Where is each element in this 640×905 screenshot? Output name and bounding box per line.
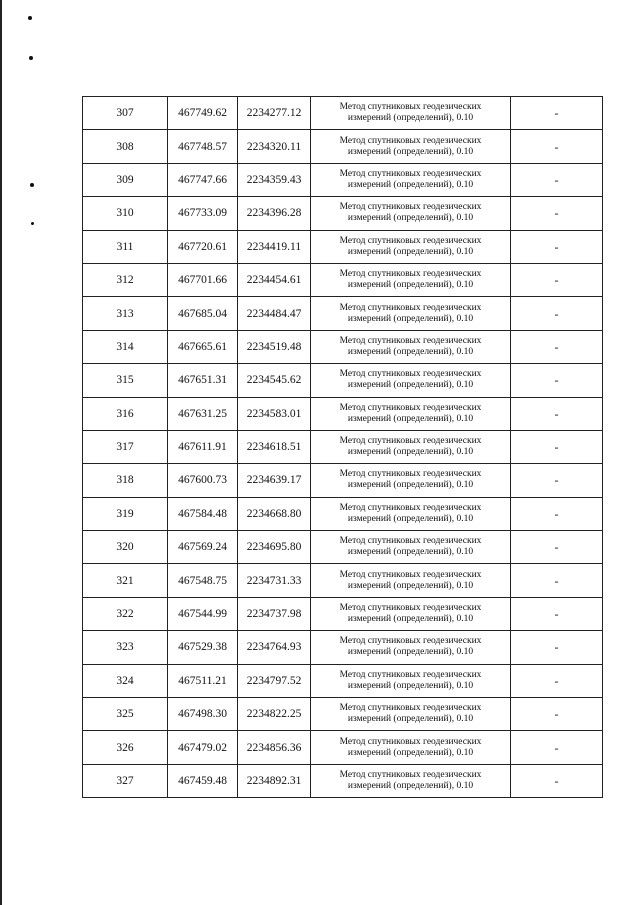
description-cell: - bbox=[511, 531, 603, 564]
y-coordinate-cell: 2234419.11 bbox=[238, 230, 311, 263]
y-coordinate-cell: 2234668.80 bbox=[238, 497, 311, 530]
method-cell bbox=[311, 97, 511, 130]
description-cell: - bbox=[511, 297, 603, 330]
point-number-cell: 317 bbox=[83, 430, 168, 463]
y-coordinate-cell: 2234892.31 bbox=[238, 764, 311, 797]
scan-mark bbox=[28, 16, 32, 20]
point-number-cell: 325 bbox=[83, 698, 168, 731]
x-coordinate-cell: 467544.99 bbox=[168, 597, 238, 630]
method-line-1: Метод спутниковых геодезических bbox=[339, 202, 482, 213]
method-cell bbox=[311, 263, 511, 296]
table-row bbox=[83, 297, 603, 330]
method-line-2: измерений (определений), 0.10 bbox=[347, 680, 474, 691]
method-line-2: измерений (определений), 0.10 bbox=[347, 413, 474, 424]
y-coordinate-cell: 2234454.61 bbox=[238, 263, 311, 296]
method-cell bbox=[311, 764, 511, 797]
x-coordinate-cell: 467611.91 bbox=[168, 430, 238, 463]
description-cell: - bbox=[511, 597, 603, 630]
table-row bbox=[83, 564, 603, 597]
description-cell: - bbox=[511, 97, 603, 130]
description-cell: - bbox=[511, 564, 603, 597]
x-coordinate-cell: 467479.02 bbox=[168, 731, 238, 764]
y-coordinate-cell: 2234797.52 bbox=[238, 664, 311, 697]
method-line-2: измерений (определений), 0.10 bbox=[347, 380, 474, 391]
description-cell: - bbox=[511, 631, 603, 664]
x-coordinate-cell: 467747.66 bbox=[168, 163, 238, 196]
y-coordinate-cell: 2234764.93 bbox=[238, 631, 311, 664]
x-coordinate-cell: 467569.24 bbox=[168, 531, 238, 564]
point-number-cell: 323 bbox=[83, 631, 168, 664]
x-coordinate-cell: 467600.73 bbox=[168, 464, 238, 497]
table-row bbox=[83, 130, 603, 163]
y-coordinate-cell: 2234583.01 bbox=[238, 397, 311, 430]
x-coordinate-cell: 467548.75 bbox=[168, 564, 238, 597]
method-line-1: Метод спутниковых геодезических bbox=[339, 436, 482, 447]
table-row bbox=[83, 497, 603, 530]
method-line-1: Метод спутниковых геодезических bbox=[339, 402, 482, 413]
y-coordinate-cell: 2234320.11 bbox=[238, 130, 311, 163]
method-line-2: измерений (определений), 0.10 bbox=[347, 614, 474, 625]
method-line-2: измерений (определений), 0.10 bbox=[347, 213, 474, 224]
point-number-cell: 320 bbox=[83, 531, 168, 564]
method-cell bbox=[311, 163, 511, 196]
method-line-1: Метод спутниковых геодезических bbox=[339, 168, 482, 179]
x-coordinate-cell: 467651.31 bbox=[168, 364, 238, 397]
y-coordinate-cell: 2234277.12 bbox=[238, 97, 311, 130]
scan-mark bbox=[31, 222, 34, 225]
coordinates-table bbox=[82, 96, 603, 798]
y-coordinate-cell: 2234695.80 bbox=[238, 531, 311, 564]
y-coordinate-cell: 2234484.47 bbox=[238, 297, 311, 330]
description-cell: - bbox=[511, 197, 603, 230]
method-line-2: измерений (определений), 0.10 bbox=[347, 714, 474, 725]
point-number-cell: 308 bbox=[83, 130, 168, 163]
method-line-2: измерений (определений), 0.10 bbox=[347, 313, 474, 324]
method-cell bbox=[311, 664, 511, 697]
y-coordinate-cell: 2234822.25 bbox=[238, 698, 311, 731]
table-row bbox=[83, 464, 603, 497]
method-line-1: Метод спутниковых геодезических bbox=[339, 770, 482, 780]
y-coordinate-cell: 2234359.43 bbox=[238, 163, 311, 196]
method-line-1: Метод спутниковых геодезических bbox=[339, 569, 482, 580]
point-number-cell: 322 bbox=[83, 597, 168, 630]
method-line-1: Метод спутниковых геодезических bbox=[339, 669, 482, 680]
method-cell bbox=[311, 130, 511, 163]
table-row bbox=[83, 397, 603, 430]
point-number-cell: 307 bbox=[83, 97, 168, 130]
method-line-2: измерений (определений), 0.10 bbox=[347, 781, 474, 791]
method-line-2: измерений (определений), 0.10 bbox=[347, 146, 474, 157]
method-line-2: измерений (определений), 0.10 bbox=[347, 513, 474, 524]
method-cell bbox=[311, 330, 511, 363]
x-coordinate-cell: 467733.09 bbox=[168, 197, 238, 230]
method-line-1: Метод спутниковых геодезических bbox=[339, 102, 482, 113]
method-line-1: Метод спутниковых геодезических bbox=[339, 469, 482, 480]
method-cell bbox=[311, 364, 511, 397]
point-number-cell: 326 bbox=[83, 731, 168, 764]
y-coordinate-cell: 2234856.36 bbox=[238, 731, 311, 764]
description-cell: - bbox=[511, 397, 603, 430]
table-row bbox=[83, 531, 603, 564]
table-row bbox=[83, 430, 603, 463]
description-cell: - bbox=[511, 330, 603, 363]
table-row bbox=[83, 631, 603, 664]
method-line-2: измерений (определений), 0.10 bbox=[347, 647, 474, 658]
description-cell: - bbox=[511, 764, 603, 797]
point-number-cell: 327 bbox=[83, 764, 168, 797]
point-number-cell: 310 bbox=[83, 197, 168, 230]
method-line-1: Метод спутниковых геодезических bbox=[339, 135, 482, 146]
method-cell bbox=[311, 464, 511, 497]
table-row bbox=[83, 97, 603, 130]
description-cell: - bbox=[511, 497, 603, 530]
x-coordinate-cell: 467631.25 bbox=[168, 397, 238, 430]
table-row bbox=[83, 364, 603, 397]
method-cell bbox=[311, 497, 511, 530]
table-row bbox=[83, 263, 603, 296]
table-row bbox=[83, 731, 603, 764]
method-cell bbox=[311, 197, 511, 230]
method-line-1: Метод спутниковых геодезических bbox=[339, 536, 482, 547]
point-number-cell: 309 bbox=[83, 163, 168, 196]
description-cell: - bbox=[511, 698, 603, 731]
table-row bbox=[83, 163, 603, 196]
y-coordinate-cell: 2234737.98 bbox=[238, 597, 311, 630]
description-cell: - bbox=[511, 163, 603, 196]
method-line-1: Метод спутниковых геодезических bbox=[339, 269, 482, 280]
method-cell bbox=[311, 297, 511, 330]
x-coordinate-cell: 467701.66 bbox=[168, 263, 238, 296]
method-line-2: измерений (определений), 0.10 bbox=[347, 447, 474, 458]
method-cell bbox=[311, 531, 511, 564]
method-line-1: Метод спутниковых геодезических bbox=[339, 736, 482, 747]
point-number-cell: 321 bbox=[83, 564, 168, 597]
table-row bbox=[83, 664, 603, 697]
method-cell bbox=[311, 397, 511, 430]
description-cell: - bbox=[511, 230, 603, 263]
y-coordinate-cell: 2234396.28 bbox=[238, 197, 311, 230]
point-number-cell: 318 bbox=[83, 464, 168, 497]
x-coordinate-cell: 467685.04 bbox=[168, 297, 238, 330]
x-coordinate-cell: 467584.48 bbox=[168, 497, 238, 530]
scan-mark bbox=[29, 56, 33, 60]
page-left-edge bbox=[0, 0, 2, 905]
description-cell: - bbox=[511, 664, 603, 697]
method-line-2: измерений (определений), 0.10 bbox=[347, 280, 474, 291]
point-number-cell: 313 bbox=[83, 297, 168, 330]
point-number-cell: 316 bbox=[83, 397, 168, 430]
description-cell: - bbox=[511, 464, 603, 497]
method-line-2: измерений (определений), 0.10 bbox=[347, 747, 474, 758]
point-number-cell: 324 bbox=[83, 664, 168, 697]
method-line-1: Метод спутниковых геодезических bbox=[339, 369, 482, 380]
point-number-cell: 319 bbox=[83, 497, 168, 530]
description-cell: - bbox=[511, 130, 603, 163]
description-cell: - bbox=[511, 364, 603, 397]
table-row bbox=[83, 597, 603, 630]
x-coordinate-cell: 467459.48 bbox=[168, 764, 238, 797]
method-line-1: Метод спутниковых геодезических bbox=[339, 703, 482, 714]
table-row bbox=[83, 330, 603, 363]
method-line-1: Метод спутниковых геодезических bbox=[339, 335, 482, 346]
description-cell: - bbox=[511, 731, 603, 764]
method-line-2: измерений (определений), 0.10 bbox=[347, 580, 474, 591]
method-line-2: измерений (определений), 0.10 bbox=[347, 480, 474, 491]
table-row bbox=[83, 230, 603, 263]
point-number-cell: 314 bbox=[83, 330, 168, 363]
x-coordinate-cell: 467511.21 bbox=[168, 664, 238, 697]
description-cell: - bbox=[511, 430, 603, 463]
x-coordinate-cell: 467665.61 bbox=[168, 330, 238, 363]
y-coordinate-cell: 2234639.17 bbox=[238, 464, 311, 497]
point-number-cell: 312 bbox=[83, 263, 168, 296]
method-line-1: Метод спутниковых геодезических bbox=[339, 636, 482, 647]
table-row bbox=[83, 764, 603, 797]
method-cell bbox=[311, 430, 511, 463]
y-coordinate-cell: 2234519.48 bbox=[238, 330, 311, 363]
x-coordinate-cell: 467720.61 bbox=[168, 230, 238, 263]
x-coordinate-cell: 467749.62 bbox=[168, 97, 238, 130]
x-coordinate-cell: 467748.57 bbox=[168, 130, 238, 163]
method-line-2: измерений (определений), 0.10 bbox=[347, 179, 474, 190]
point-number-cell: 315 bbox=[83, 364, 168, 397]
y-coordinate-cell: 2234618.51 bbox=[238, 430, 311, 463]
y-coordinate-cell: 2234731.33 bbox=[238, 564, 311, 597]
method-cell bbox=[311, 731, 511, 764]
description-cell: - bbox=[511, 263, 603, 296]
method-line-2: измерений (определений), 0.10 bbox=[347, 113, 474, 124]
method-line-2: измерений (определений), 0.10 bbox=[347, 346, 474, 357]
point-number-cell: 311 bbox=[83, 230, 168, 263]
method-cell bbox=[311, 230, 511, 263]
method-line-1: Метод спутниковых геодезических bbox=[339, 603, 482, 614]
method-line-1: Метод спутниковых геодезических bbox=[339, 235, 482, 246]
table-row bbox=[83, 197, 603, 230]
scan-mark bbox=[30, 183, 34, 187]
method-line-1: Метод спутниковых геодезических bbox=[339, 502, 482, 513]
y-coordinate-cell: 2234545.62 bbox=[238, 364, 311, 397]
method-line-2: измерений (определений), 0.10 bbox=[347, 547, 474, 558]
method-cell bbox=[311, 564, 511, 597]
method-cell bbox=[311, 631, 511, 664]
method-line-2: измерений (определений), 0.10 bbox=[347, 246, 474, 257]
method-cell bbox=[311, 698, 511, 731]
x-coordinate-cell: 467498.30 bbox=[168, 698, 238, 731]
x-coordinate-cell: 467529.38 bbox=[168, 631, 238, 664]
table-row bbox=[83, 698, 603, 731]
method-cell bbox=[311, 597, 511, 630]
method-line-1: Метод спутниковых геодезических bbox=[339, 302, 482, 313]
